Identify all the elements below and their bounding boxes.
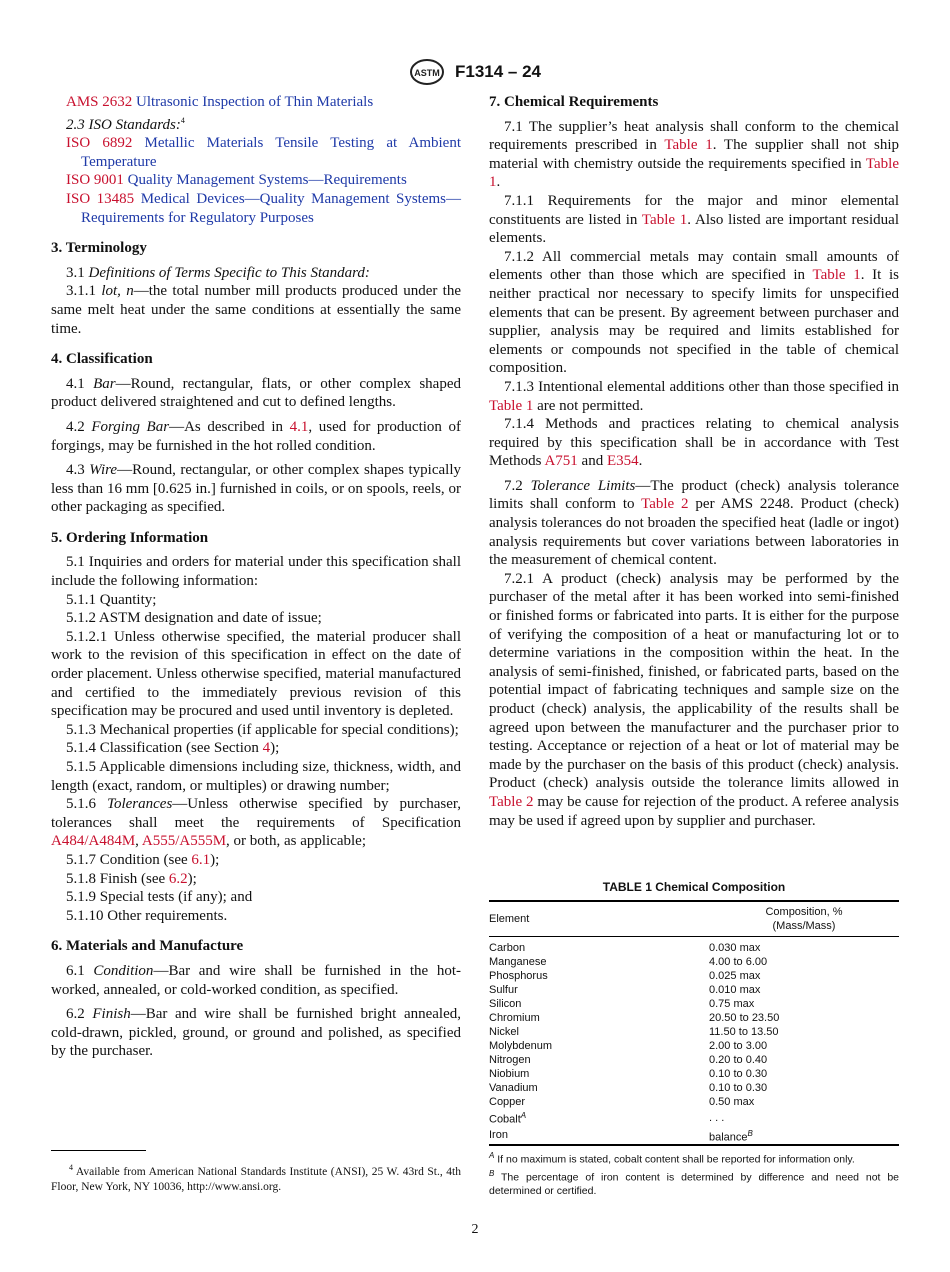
element-cell: Chromium <box>489 1012 540 1024</box>
iso13485-link[interactable]: ISO 13485 <box>66 190 135 207</box>
iso6892-link[interactable]: ISO 6892 <box>66 135 133 152</box>
table-note-b: $^B$ The percentage of iron content is determined by difference and need not be determined or certified. <box>489 1168 899 1198</box>
table-row <box>489 1067 899 1081</box>
table-row <box>489 1011 899 1025</box>
element-cell: Cobalt$^A$ <box>489 1111 527 1126</box>
footnote-divider <box>51 1150 146 1151</box>
link-a555[interactable]: A555/A555M <box>141 833 227 850</box>
element-cell: Vanadium <box>489 1082 538 1094</box>
para-7-2: 7.2 Tolerance Limits—The product (check) analysis tolerance limits shall conform to Table 2 per AMS 2248. Product (check) analysis tolerances do not broaden the specified heat (ladle or ingot) analysis requirements but cover variations between laboratories in the measurement of chemical content. <box>489 477 900 569</box>
section-6-title: 6. Materials and Manufacture <box>51 938 244 955</box>
reference-iso9001 <box>51 171 461 190</box>
table-1 <box>489 880 899 1198</box>
table-row <box>489 1025 899 1039</box>
column-header-element: Element <box>489 913 530 925</box>
link-table-2[interactable]: Table 2 <box>641 496 689 513</box>
para-3-1: 3.1 Definitions of Terms Specific to This Standard: <box>66 264 370 281</box>
page-number: 2 <box>471 1222 479 1237</box>
link-4-1[interactable]: 4.1 <box>289 418 309 435</box>
astm-logo-icon <box>409 58 445 86</box>
element-cell: Manganese <box>489 956 547 968</box>
table-row <box>489 1127 899 1146</box>
composition-cell: 11.50 to 13.50 <box>709 1026 779 1038</box>
table-row <box>489 955 899 969</box>
composition-cell: 2.00 to 3.00 <box>709 1040 768 1052</box>
section-5-title: 5. Ordering Information <box>51 529 209 546</box>
para-5-1-8: 5.1.8 Finish (see 6.2); <box>66 870 197 887</box>
table-notes <box>489 1149 899 1198</box>
link-table-1[interactable]: Table 1 <box>641 211 688 228</box>
composition-cell: . . . <box>709 1111 725 1124</box>
document-id: F1314 – 24 <box>454 62 541 81</box>
link-section-4[interactable]: 4 <box>262 740 271 757</box>
page-header <box>0 58 950 86</box>
para-7-1-2: 7.1.2 All commercial metals may contain small amounts of elements other than those which are specified in Table 1. It is neither practical nor necessary to specify limits for unspecified elements that can be present. By agreement between purchaser and supplier, analysis may be required and limits established for elements or compounds not specified in the table of chemical composition. <box>489 248 899 377</box>
para-4-2: 4.2 Forging Bar—As described in 4.1, used for production of forgings, may be furnished in the hot rolled condition. <box>51 418 461 454</box>
para-5-1-4: 5.1.4 Classification (see Section 4); <box>66 740 280 757</box>
column-header-composition: Composition, % (Mass/Mass) <box>765 906 843 932</box>
iso6892-title[interactable]: Metallic Materials Tensile Testing at Ambient Temperature <box>81 135 461 170</box>
link-table-2[interactable]: Table 2 <box>489 793 534 810</box>
link-6-2[interactable]: 6.2 <box>168 870 188 887</box>
para-5-1-10: 5.1.10 Other requirements. <box>66 907 228 924</box>
composition-cell: 0.20 to 0.40 <box>709 1054 768 1066</box>
table-row <box>489 1053 899 1067</box>
composition-cell: 4.00 to 6.00 <box>709 956 768 968</box>
composition-cell: 0.10 to 0.30 <box>709 1068 768 1080</box>
table-note-a: $^A$ If no maximum is stated, cobalt content shall be reported for information only. <box>489 1151 855 1166</box>
para-5-1-1: 5.1.1 Quantity; <box>66 591 157 608</box>
table-row <box>489 983 899 997</box>
para-7-1-3: 7.1.3 Intentional elemental additions other than those specified in Table 1 are not permitted. <box>489 378 899 414</box>
para-6-1: 6.1 Condition—Bar and wire shall be furnished in the hot-worked, annealed, or cold-worked condition, as specified. <box>51 962 462 998</box>
table-row <box>489 1081 899 1095</box>
element-cell: Silicon <box>489 998 522 1010</box>
link-a751[interactable]: A751 <box>544 453 578 470</box>
para-5-1: 5.1 Inquiries and orders for material under this specification shall include the following information: <box>51 554 461 590</box>
iso9001-title[interactable]: Quality Management Systems—Requirements <box>127 172 407 189</box>
composition-cell: 0.025 max <box>709 970 761 982</box>
element-cell: Nitrogen <box>489 1054 531 1066</box>
table-row <box>489 1095 899 1109</box>
element-cell: Copper <box>489 1096 526 1108</box>
para-5-1-3: 5.1.3 Mechanical properties (if applicable for special conditions); <box>66 721 459 738</box>
link-a484[interactable]: A484/A484M <box>51 833 136 850</box>
element-cell: Sulfur <box>489 984 518 996</box>
iso9001-link[interactable]: ISO 9001 <box>66 172 124 189</box>
composition-cell: 0.75 max <box>709 998 755 1010</box>
para-7-1-4: 7.1.4 Methods and practices relating to chemical analysis required by this specification shall be in accordance with Test Methods A751 and E354. <box>489 416 899 470</box>
para-7-1: 7.1 The supplier’s heat analysis shall conform to the chemical requirements prescribed in Table 1. The supplier shall not ship material with chemistry outside the requirements specified in Table 1. <box>489 118 900 191</box>
reference-ams2632 <box>51 93 461 112</box>
footnote-4: $^4$ Available from American National Standards Institute (ANSI), 25 W. 43rd St., 4th Floor, New York, NY 10036, http://www.ansi.org. <box>51 1163 461 1193</box>
table-row <box>489 997 899 1011</box>
composition-cell: 0.010 max <box>709 984 761 996</box>
reference-iso13485 <box>51 190 461 227</box>
section-3-title: 3. Terminology <box>51 240 147 257</box>
section-7-title: 7. Chemical Requirements <box>489 94 659 110</box>
para-5-1-2-1: 5.1.2.1 Unless otherwise specified, the material producer shall work to the revision of this specification in effect on the date of order placement. Unless otherwise specified, material manufactured and certified to the immediately previous revision of this specification may be procured and used until inventory is depleted. <box>51 628 461 720</box>
para-7-1-1: 7.1.1 Requirements for the major and minor elemental constituents are listed in Table 1. Also listed are important residual elements. <box>489 192 899 247</box>
reference-iso6892 <box>51 134 461 171</box>
link-table-1[interactable]: Table 1 <box>489 397 534 414</box>
composition-cell: 0.10 to 0.30 <box>709 1082 768 1094</box>
link-table-1[interactable]: Table 1 <box>664 137 713 154</box>
element-cell: Nickel <box>489 1026 519 1038</box>
para-4-3: 4.3 Wire—Round, rectangular, or other complex shapes typically less than 16 mm [0.625 in.] furnished in coils, or on spools, reels, or other packaging as specified. <box>51 462 461 516</box>
element-cell: Iron <box>489 1129 508 1142</box>
composition-table <box>489 900 899 1146</box>
element-cell: Niobium <box>489 1068 530 1080</box>
left-column <box>51 93 461 1061</box>
link-table-1[interactable]: Table 1 <box>489 155 899 191</box>
composition-cell: 0.030 max <box>709 942 761 954</box>
para-5-1-9: 5.1.9 Special tests (if any); and <box>66 889 253 906</box>
iso13485-title[interactable]: Medical Devices—Quality Management Systems—Requirements for Regulatory Purposes <box>81 190 462 226</box>
para-4-1: 4.1 Bar—Round, rectangular, flats, or other complex shaped product delivered straightened and cut to defined lengths. <box>51 375 461 411</box>
table-row <box>489 969 899 983</box>
composition-cell: balance$^B$ <box>709 1128 753 1144</box>
para-5-1-7: 5.1.7 Condition (see 6.1); <box>66 851 220 868</box>
element-cell: Phosphorus <box>489 970 548 982</box>
link-6-1[interactable]: 6.1 <box>191 851 211 868</box>
right-column <box>489 93 899 830</box>
table-title: TABLE 1 Chemical Composition <box>602 880 786 894</box>
table-row <box>489 1109 899 1127</box>
section-4-title: 4. Classification <box>51 351 153 368</box>
table-row <box>489 1039 899 1053</box>
composition-cell: 0.50 max <box>709 1096 755 1108</box>
ams2632-link[interactable]: AMS 2632 <box>66 94 133 110</box>
table-row <box>489 937 899 956</box>
footnote-ref-4: 4 <box>180 115 185 125</box>
para-5-1-2: 5.1.2 ASTM designation and date of issue; <box>66 610 322 627</box>
para-3-1-1: 3.1.1 lot, n—the total number mill products produced under the same melt heat under the same conditions at essentially the same time. <box>51 283 462 337</box>
link-table-1[interactable]: Table 1 <box>812 267 861 284</box>
para-5-1-6: 5.1.6 Tolerances—Unless otherwise specified by purchaser, tolerances shall meet the requirements of Specification A484/A484M, A555/A555M, or both, as applicable; <box>51 796 461 850</box>
para-5-1-5: 5.1.5 Applicable dimensions including size, thickness, width, and length (exact, random, or multiples) or drawing number; <box>51 759 461 794</box>
iso-standards-heading: 2.3 ISO Standards:$^4$ <box>66 115 185 133</box>
element-cell: Molybdenum <box>489 1040 552 1052</box>
element-cell: Carbon <box>489 942 526 954</box>
link-e354[interactable]: E354 <box>606 453 639 470</box>
para-7-2-1: 7.2.1 A product (check) analysis may be performed by the purchaser of the metal after it has been worked into semi-finished or finished forms or fabricated into parts. It is either for the purpose of verifying the composition of a heat or manufacturing lot or to determine variations in the composition within the heat. In the analysis of semi-finished, finished, or fabricated parts, based on the potential impact of fabricating techniques and sample size on the product (check) analysis, the applicability of the results shall be agreed upon between the manufacturer and the purchaser prior to testing. Acceptance or rejection of a heat or lot of material may be made by the purchaser on the basis of this product (check) analysis. Product (check) analysis outside the tolerance limits allowed in Table 2 may be cause for rejection of the product. A referee analysis may be used if agreed upon by supplier and purchaser. <box>489 570 899 829</box>
logo-text: ASTM <box>414 68 440 78</box>
para-6-2: 6.2 Finish—Bar and wire shall be furnished bright annealed, cold-drawn, pickled, ground, or ground and polished, as specified by the purchaser. <box>51 1006 461 1060</box>
composition-cell: 20.50 to 23.50 <box>709 1012 780 1024</box>
ams2632-title[interactable]: Ultrasonic Inspection of Thin Materials <box>136 94 374 110</box>
